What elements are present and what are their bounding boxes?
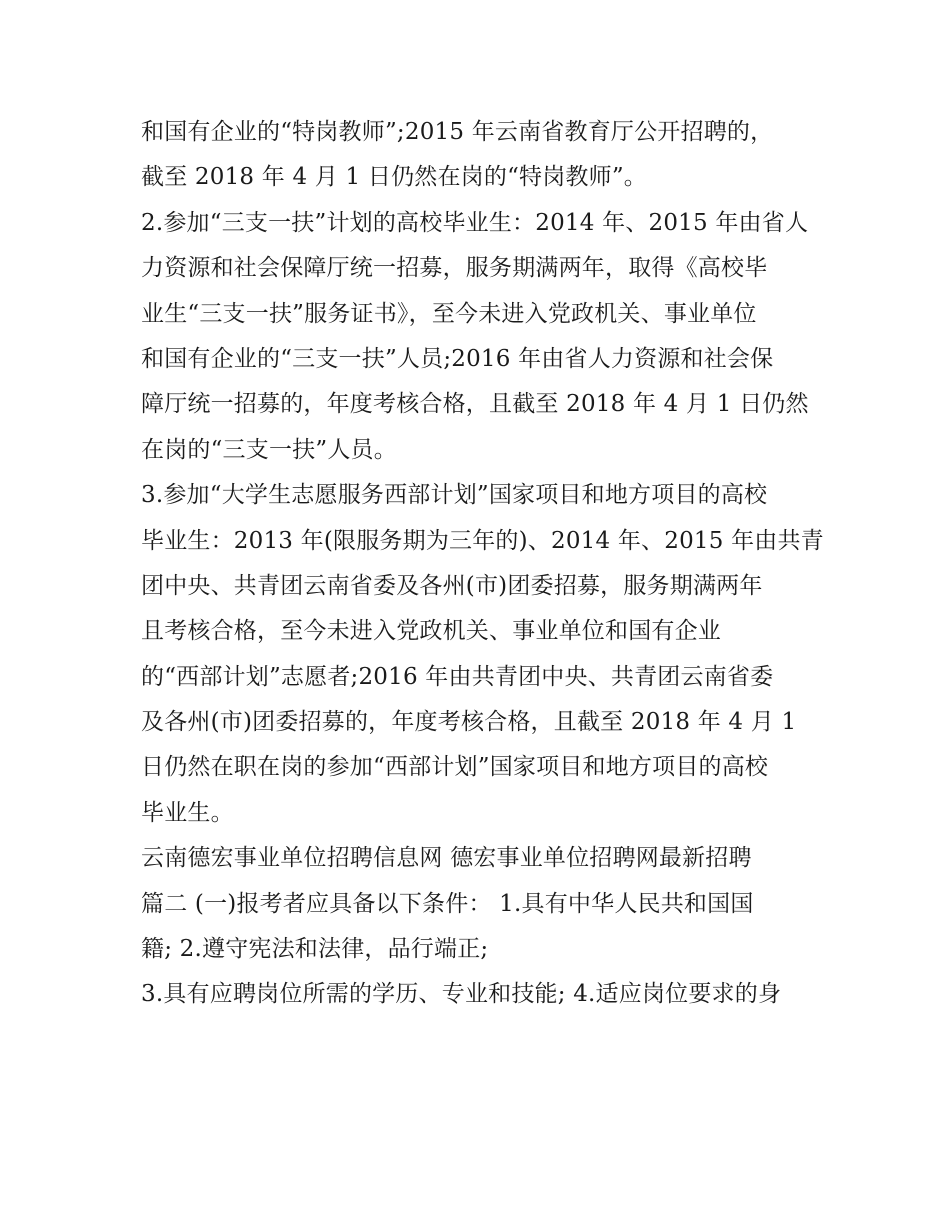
text-line: 且考核合格，至今未进入党政机关、事业单位和国有企业 [141,618,721,645]
text-line: 日仍然在职在岗的参加“西部计划”国家项目和地方项目的高校 [141,754,769,781]
text-line: 籍; 2.遵守宪法和法律，品行端正; [141,936,489,963]
text-line: 3.具有应聘岗位所需的学历、专业和技能; 4.适应岗位要求的身 [141,981,782,1008]
text-line: 篇二 (一)报考者应具备以下条件： 1.具有中华人民共和国国 [141,890,754,917]
text-line: 毕业生：2013 年(限服务期为三年的)、2014 年、2015 年由共青 [141,527,824,554]
document-body [141,110,824,1018]
text-line: 及各州(市)团委招募的，年度考核合格，且截至 2018 年 4 月 1 [141,709,797,736]
text-line: 毕业生。 [141,799,234,826]
text-line: 障厅统一招募的，年度考核合格，且截至 2018 年 4 月 1 日仍然 [141,391,809,418]
text-line: 3.参加“大学生志愿服务西部计划”国家项目和地方项目的高校 [141,482,768,509]
text-line: 和国有企业的“三支一扶”人员;2016 年由省人力资源和社会保 [141,345,774,372]
text-line: 在岗的“三支一扶”人员。 [141,436,397,463]
text-line: 云南德宏事业单位招聘信息网 德宏事业单位招聘网最新招聘 [141,845,752,872]
text-line: 的“西部计划”志愿者;2016 年由共青团中央、共青团云南省委 [141,663,774,690]
text-line: 截至 2018 年 4 月 1 日仍然在岗的“特岗教师”。 [141,164,647,191]
text-line: 团中央、共青团云南省委及各州(市)团委招募，服务期满两年 [141,572,763,599]
text-line: 力资源和社会保障厅统一招募，服务期满两年，取得《高校毕 [141,255,768,282]
text-line: 和国有企业的“特岗教师”;2015 年云南省教育厅公开招聘的， [141,119,774,145]
text-line: 2.参加“三支一扶”计划的高校毕业生：2014 年、2015 年由省人 [141,209,809,236]
text-line: 业生“三支一扶”服务证书》，至今未进入党政机关、事业单位 [141,300,757,327]
